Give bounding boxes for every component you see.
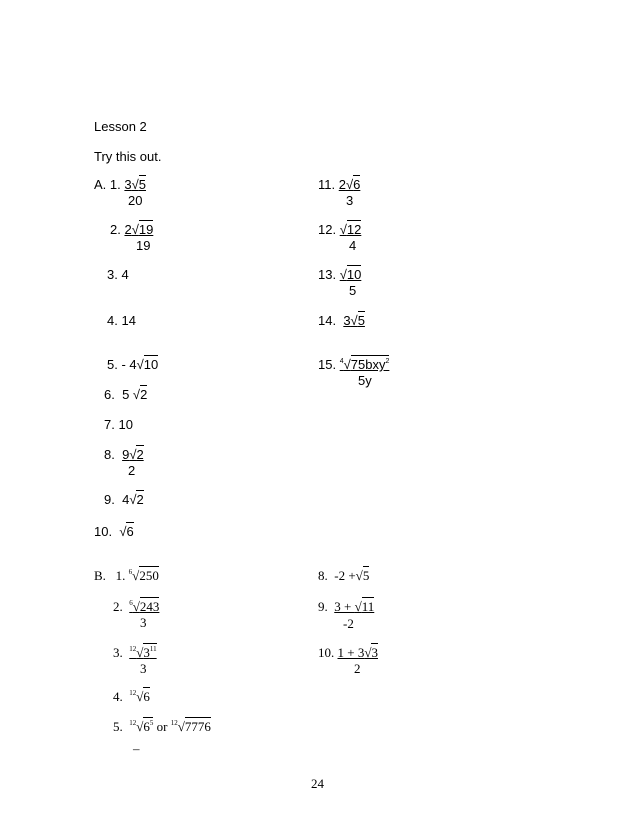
part-a-item-15-denominator: 5y [358,373,372,388]
lesson-title: Lesson 2 [94,119,147,134]
part-b-item-4: 4. $^{12}$√6 [113,689,150,704]
part-a-item-7: 7. 10 [104,417,133,432]
part-a-item-5: 5. - 4√10 [107,357,159,372]
part-a-item-1: A. 1. 3√5 [94,177,146,192]
part-b-item-2-denominator: 3 [140,615,147,630]
part-a-item-13-denominator: 5 [349,283,357,298]
part-a-item-4: 4. 14 [107,313,136,328]
radical-icon: √ [136,719,144,734]
part-b-item-3-denominator: 3 [140,661,147,676]
part-a-item-10: 10. √6 [94,524,134,539]
radical-icon: √ [136,689,144,704]
part-b-label: B. [94,568,106,583]
radical-icon: √ [343,357,351,372]
part-b-item-10: 10. 1 + 3√3 [318,645,378,660]
part-a-item-2: 2. 2√19 [110,222,154,237]
page-number: 24 [311,776,324,791]
radical-icon: √ [131,222,139,237]
part-a-item-9: 9. 4√2 [104,492,144,507]
part-a-item-14: 14. 3√5 [318,313,365,328]
part-a-item-11-denominator: 3 [346,193,354,208]
part-b-item-5: 5. $^{12}√6^5$ or $^{12}$√7776 [113,719,211,734]
radical-icon: √ [131,177,139,192]
part-b-item-3: 3. $^{12}√3^{11}$ [113,645,157,660]
radical-icon: √ [339,222,347,237]
part-a-item-15: 15. $^4$√75bxy$^2$ [318,357,390,372]
radical-icon: √ [132,387,141,402]
part-b-item-1: B. 1. $^6$√250 [94,568,159,583]
subtitle: Try this out. [94,149,162,164]
part-a-item-12-denominator: 4 [349,238,357,253]
part-a-item-12: 12. √12 [318,222,362,237]
radical-icon: √ [132,599,140,614]
part-a-item-2-denominator: 19 [136,238,151,253]
radical-icon: √ [354,599,362,614]
part-a-item-8-denominator: 2 [128,463,136,478]
radical-icon: √ [136,645,144,660]
radical-icon: √ [136,357,144,372]
part-a-item-11: 11. 2√6 [318,177,361,192]
part-a-item-6: 6. 5 √2 [104,387,148,402]
part-a-item-3: 3. 4 [107,267,129,282]
radical-icon: √ [345,177,354,192]
part-b-item-2: 2. $^6$√243 [113,599,160,614]
radical-icon: √ [132,568,140,583]
part-a-item-8: 8. 9√2 [104,447,144,462]
radical-icon: √ [129,492,137,507]
radical-icon: √ [364,645,372,660]
radical-icon: √ [355,568,363,583]
part-a-item-1-denominator: 20 [128,193,143,208]
part-b-item-9-denominator: -2 [343,616,354,631]
radical-icon: √ [339,267,347,282]
radical-icon: √ [129,447,137,462]
radical-icon: √ [119,524,127,539]
part-b-item-5-trail: – [133,741,140,756]
radical-icon: √ [177,719,185,734]
part-b-item-8: 8. -2 +√5 [318,568,370,583]
part-a-label: A. [94,177,107,192]
part-b-item-10-denominator: 2 [354,661,361,676]
part-a-item-13: 13. √10 [318,267,362,282]
part-b-item-9: 9. 3 + √11 [318,599,375,614]
radical-icon: √ [350,313,358,328]
